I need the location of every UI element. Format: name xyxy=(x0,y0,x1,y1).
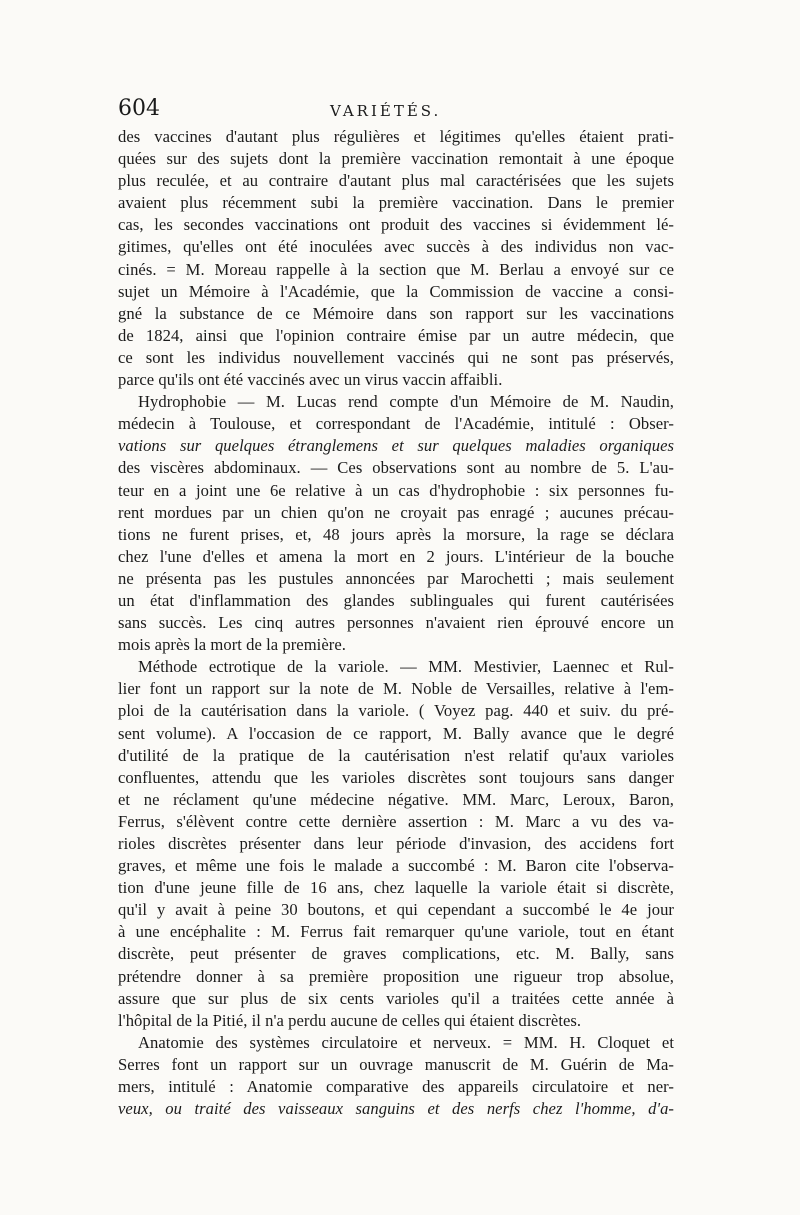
text-line: ploi de la cautérisation dans la variole. ( Voyez pag. 440 et suiv. du pré- xyxy=(118,701,674,721)
text-line: quées sur des sujets dont la première vaccination remontait à une époque xyxy=(118,149,674,169)
text-line: qu'il y avait à peine 30 boutons, et qui cependant a succombé le 4e jour xyxy=(118,900,674,920)
text-line: chez l'une d'elles et amena la mort en 2 jours. L'intérieur de la bouche xyxy=(118,546,674,566)
text-line-anatomie: Anatomie des systèmes circulatoire et nerveux. = MM. H. Cloquet et xyxy=(138,1032,674,1052)
page-header xyxy=(118,96,678,124)
text-line-hydrophobie: Hydrophobie — M. Lucas rend compte d'un Mémoire de M. Naudin, xyxy=(138,392,674,412)
text-line: sujet un Mémoire à l'Académie, que la Commission de vaccine a consi- xyxy=(118,281,674,301)
text-line: vations sur quelques étranglemens et sur quelques maladies organiques xyxy=(118,436,674,456)
text-line: et ne réclament qu'une médecine négative. MM. Marc, Leroux, Baron, xyxy=(118,789,674,809)
text-line: discrète, peut présenter de graves complications, etc. M. Bally, sans xyxy=(118,944,674,964)
text-line: rent mordues par un chien qu'on ne croyait pas enragé ; aucunes précau- xyxy=(118,502,674,522)
text-line: ne présenta pas les pustules annoncées par Marochetti ; mais seulement xyxy=(118,568,674,588)
text-line: Ferrus, s'élèvent contre cette dernière assertion : M. Marc a vu des va- xyxy=(118,811,674,831)
text-line: parce qu'ils ont été vaccinés avec un virus vaccin affaibli. xyxy=(118,370,503,390)
text-line: graves, et même une fois le malade a succombé : M. Baron cite l'observa- xyxy=(118,856,674,876)
text-line: teur en a joint une 6e relative à un cas d'hydrophobie : six personnes fu- xyxy=(118,480,674,500)
text-line: cinés. = M. Moreau rappelle à la section que M. Berlau a envoyé sur ce xyxy=(118,259,674,279)
text-line: médecin à Toulouse, et correspondant de l'Académie, intitulé : Obser- xyxy=(118,414,674,434)
text-line: d'utilité de la pratique de la cautérisation n'est relatif qu'aux varioles xyxy=(118,745,674,765)
text-line: un état d'inflammation des glandes sublinguales qui furent cautérisées xyxy=(118,590,674,610)
text-line: plus reculée, et au contraire d'autant plus mal caractérisées que les sujets xyxy=(118,171,674,191)
text-line: avaient plus récemment subi la première vaccination. Dans le premier xyxy=(118,193,674,213)
text-line: cas, les secondes vaccinations ont produit des vaccines si évidemment lé- xyxy=(118,215,674,235)
text-line: l'hôpital de la Pitié, il n'a perdu aucune de celles qui étaient discrètes. xyxy=(118,1010,582,1030)
text-line: assure que sur plus de six cents varioles qu'il a traitées cette année à xyxy=(118,988,674,1008)
text-line: veux, ou traité des vaisseaux sanguins et des nerfs chez l'homme, d'a- xyxy=(118,1099,674,1119)
text-line: sans succès. Les cinq autres personnes n'avaient rien éprouvé encore un xyxy=(118,613,674,633)
text-line: gitimes, qu'elles ont été inoculées avec succès à des individus non vac- xyxy=(118,237,674,257)
text-line: de 1824, ainsi que l'opinion contraire émise par un autre médecin, que xyxy=(118,325,674,345)
text-line: ce sont les individus nouvellement vaccinés qui ne sont pas préservés, xyxy=(118,347,674,367)
text-line: prétendre donner à sa première proposition une rigueur trop absolue, xyxy=(118,966,674,986)
text-line: mois après la mort de la première. xyxy=(118,635,346,655)
text-line: Serres font un rapport sur un ouvrage manuscrit de M. Guérin de Ma- xyxy=(118,1054,674,1074)
text-line: tions ne furent prises, et, 48 jours après la morsure, la rage se déclara xyxy=(118,524,674,544)
text-line: lier font un rapport sur la note de M. Noble de Versailles, relative à l'em- xyxy=(118,679,674,699)
running-head: VARIÉTÉS. xyxy=(330,102,442,120)
text-line: des vaccines d'autant plus régulières et légitimes qu'elles étaient prati- xyxy=(118,127,674,146)
text-line: confluentes, attendu que les varioles discrètes sont toujours sans danger xyxy=(118,767,674,787)
text-line: tion d'une jeune fille de 16 ans, chez laquelle la variole était si discrète, xyxy=(118,878,674,898)
text-line: sent volume). A l'occasion de ce rapport, M. Bally avance que le degré xyxy=(118,723,674,743)
text-line: à une encéphalite : M. Ferrus fait remarquer qu'une variole, tout en étant xyxy=(118,922,674,942)
body-text xyxy=(118,126,674,1120)
text-line: rioles discrètes présenter dans leur période d'invasion, des accidens fort xyxy=(118,834,674,853)
text-line-methode: Méthode ectrotique de la variole. — MM. Mestivier, Laennec et Rul- xyxy=(138,657,674,677)
text-line: des viscères abdominaux. — Ces observations sont au nombre de 5. L'au- xyxy=(118,458,674,478)
text-line: mers, intitulé : Anatomie comparative des appareils circulatoire et ner- xyxy=(118,1077,674,1097)
page-number: 604 xyxy=(118,96,160,121)
text-line: gné la substance de ce Mémoire dans son rapport sur les vaccinations xyxy=(118,303,674,323)
